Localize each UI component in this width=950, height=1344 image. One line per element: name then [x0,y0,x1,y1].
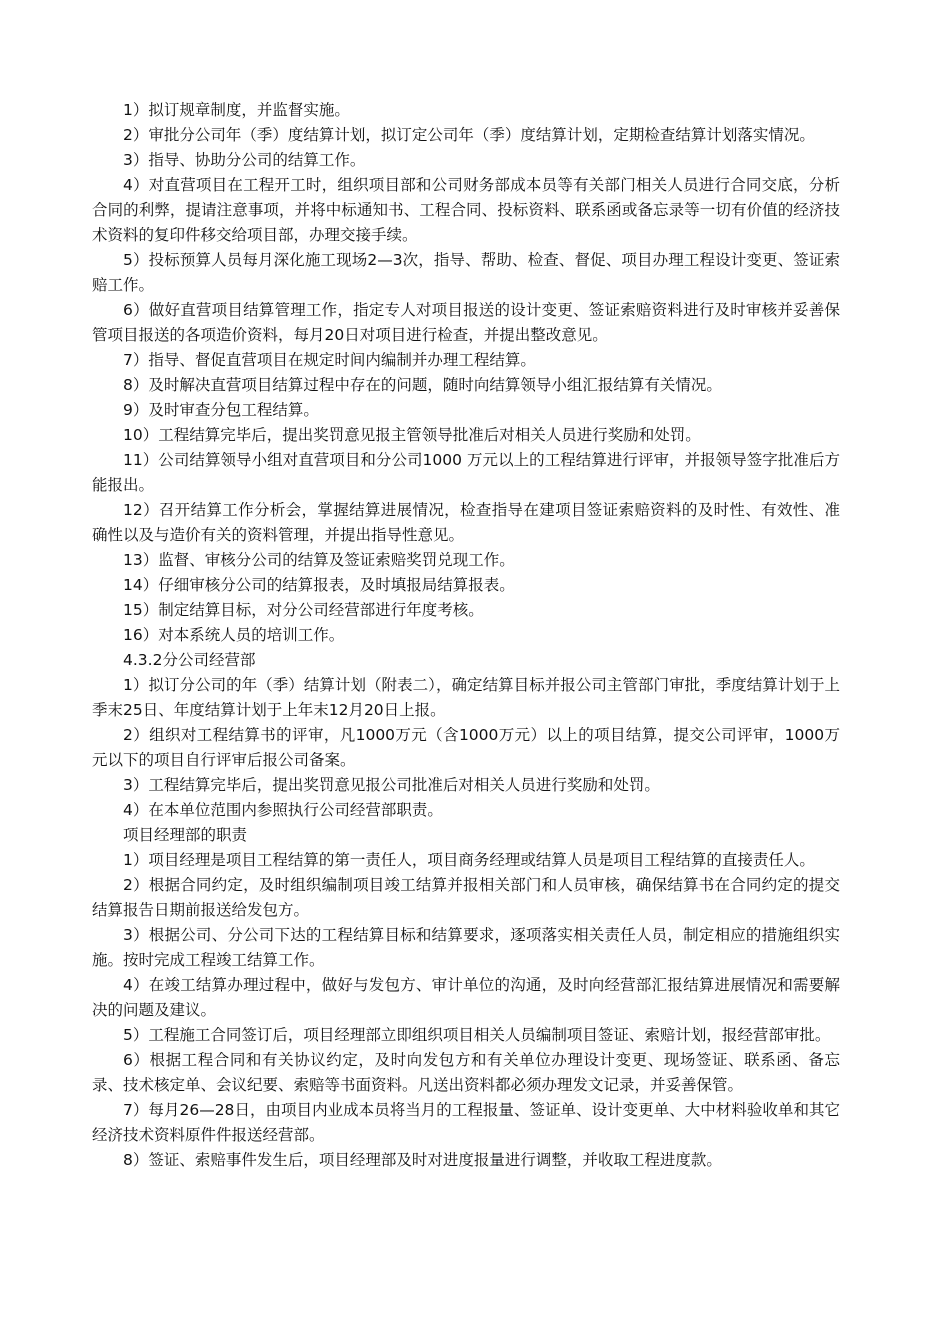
paragraph: 12）召开结算工作分析会，掌握结算进展情况，检查指导在建项目签证索赔资料的及时性、有效性、准确性以及与造价有关的资料管理，并提出指导性意见。 [92,501,840,544]
paragraph: 13）监督、审核分公司的结算及签证索赔奖罚兑现工作。 [123,551,515,569]
section-heading: 4.3.2分公司经营部 [123,651,256,669]
paragraph: 6）根据工程合同和有关协议约定，及时向发包方和有关单位办理设计变更、现场签证、联系函、备忘录、技术核定单、会议纪要、索赔等书面资料。凡送出资料都必须办理发文记录，并妥善保管。 [92,1051,840,1094]
paragraph: 6）做好直营项目结算管理工作，指定专人对项目报送的设计变更、签证索赔资料进行及时审核并妥善保管项目报送的各项造价资料，每月20日对项目进行检查，并提出整改意见。 [92,301,840,344]
paragraph: 3）指导、协助分公司的结算工作。 [123,151,366,169]
paragraph: 4）在竣工结算办理过程中，做好与发包方、审计单位的沟通，及时向经营部汇报结算进展情况和需要解决的问题及建议。 [92,976,840,1019]
document-page [92,98,840,1173]
paragraph: 1）拟订规章制度，并监督实施。 [123,101,350,119]
paragraph: 3）工程结算完毕后，提出奖罚意见报公司批准后对相关人员进行奖励和处罚。 [123,776,660,794]
paragraph: 10）工程结算完毕后，提出奖罚意见报主管领导批准后对相关人员进行奖励和处罚。 [123,426,701,444]
paragraph: 8）及时解决直营项目结算过程中存在的问题，随时向结算领导小组汇报结算有关情况。 [123,376,722,394]
paragraph: 3）根据公司、分公司下达的工程结算目标和结算要求，逐项落实相关责任人员，制定相应的措施组织实施。按时完成工程竣工结算工作。 [92,926,840,969]
paragraph: 2）审批分公司年（季）度结算计划，拟订定公司年（季）度结算计划，定期检查结算计划落实情况。 [123,126,815,144]
paragraph: 2）根据合同约定，及时组织编制项目竣工结算并报相关部门和人员审核，确保结算书在合同约定的提交结算报告日期前报送给发包方。 [92,876,840,919]
paragraph: 4）在本单位范围内参照执行公司经营部职责。 [123,801,443,819]
paragraph: 9）及时审查分包工程结算。 [123,401,319,419]
paragraph: 2）组织对工程结算书的评审，凡1000万元（含1000万元）以上的项目结算，提交公司评审，1000万元以下的项目自行评审后报公司备案。 [92,726,840,769]
paragraph: 7）指导、督促直营项目在规定时间内编制并办理工程结算。 [123,351,536,369]
paragraph: 5）工程施工合同签订后，项目经理部立即组织项目相关人员编制项目签证、索赔计划，报经营部审批。 [123,1026,831,1044]
paragraph: 16）对本系统人员的培训工作。 [123,626,345,644]
paragraph: 1）拟订分公司的年（季）结算计划（附表二），确定结算目标并报公司主管部门审批，季度结算计划于上季末25日、年度结算计划于上年末12月20日上报。 [92,676,840,719]
paragraph: 8）签证、索赔事件发生后，项目经理部及时对进度报量进行调整，并收取工程进度款。 [123,1151,722,1169]
paragraph: 15）制定结算目标，对分公司经营部进行年度考核。 [123,601,484,619]
paragraph: 11）公司结算领导小组对直营项目和分公司1000 万元以上的工程结算进行评审，并报领导签字批准后方能报出。 [92,451,840,494]
paragraph: 14）仔细审核分公司的结算报表，及时填报局结算报表。 [123,576,515,594]
paragraph: 4）对直营项目在工程开工时，组织项目部和公司财务部成本员等有关部门相关人员进行合同交底，分析合同的利弊，提请注意事项，并将中标通知书、工程合同、投标资料、联系函或备忘录等一切有价值的经济技术资料的复印件移交给项目部，办理交接手续。 [92,176,840,244]
section-heading: 项目经理部的职责 [123,826,248,844]
paragraph: 1）项目经理是项目工程结算的第一责任人，项目商务经理或结算人员是项目工程结算的直接责任人。 [123,851,815,869]
paragraph: 5）投标预算人员每月深化施工现场2—3次，指导、帮助、检查、督促、项目办理工程设计变更、签证索赔工作。 [92,251,840,294]
paragraph: 7）每月26—28日，由项目内业成本员将当月的工程报量、签证单、设计变更单、大中材料验收单和其它经济技术资料原件件报送经营部。 [92,1101,840,1144]
